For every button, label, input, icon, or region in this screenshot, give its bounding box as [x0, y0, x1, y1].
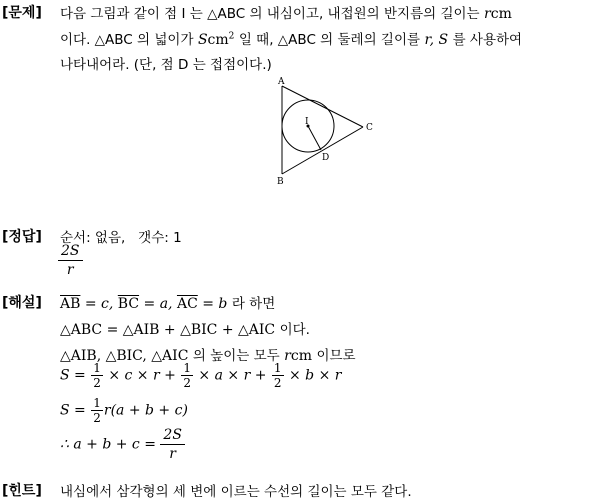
label-a: A	[278, 77, 285, 87]
side-bc	[282, 127, 363, 174]
answer-tag: [정답]	[2, 229, 42, 245]
problem-line-2	[60, 28, 522, 48]
problem-line-1	[60, 2, 512, 22]
half-fraction-1	[91, 362, 103, 389]
hint-text: 내심에서 삼각형의 세 변에 이르는 수선의 길이는 모두 같다.	[60, 484, 412, 500]
height-unit: cm	[290, 348, 312, 364]
explanation-line-1-tail: 라 하면	[231, 296, 276, 312]
explanation-line-3-mid: 의 높이는 모두	[192, 348, 280, 364]
answer-denominator: r	[66, 261, 74, 278]
segment-bc: $\overline{BC}$	[117, 296, 140, 312]
segment-ab: $\overline{AB}$	[60, 296, 81, 312]
perimeter-numerator: 2S	[160, 428, 185, 445]
label-i: I	[305, 117, 309, 127]
term-c: × c × r +	[108, 367, 176, 384]
problem-tag: [문제]	[2, 5, 42, 21]
segment-bc-eq: = a,	[143, 296, 173, 312]
perimeter-fraction	[160, 428, 185, 461]
perimeter-eq: ∴ a + b + c =	[60, 436, 156, 453]
radius-unit: cm	[490, 6, 512, 22]
half-num-4: 1	[93, 396, 101, 410]
term-b: × b × r	[288, 367, 342, 384]
label-b: B	[277, 177, 284, 186]
answer-numerator: 2S	[58, 244, 83, 261]
radius-variable: r	[484, 6, 491, 22]
area-unit: cm	[207, 32, 229, 48]
factored-term: r(a + b + c)	[103, 402, 188, 419]
half-num-2: 1	[183, 361, 191, 375]
half-fraction-2	[181, 362, 193, 389]
s-variable: S	[438, 32, 449, 48]
half-fraction-4	[91, 397, 103, 424]
area-s-eq: S =	[60, 367, 86, 384]
hint-tag: [힌트]	[2, 483, 42, 499]
area-s-eq-2: S =	[60, 402, 86, 419]
problem-line-2-mid: 일 때, △ABC 의 둘레의 길이를	[238, 32, 421, 48]
answer-fraction	[58, 244, 83, 277]
area-sum-equation: △ABC = △AIB + △BIC + △AIC	[60, 322, 276, 338]
half-num-3: 1	[273, 361, 282, 375]
radius-segment-id	[308, 126, 321, 150]
half-den-4: 2	[93, 411, 101, 425]
side-ac	[282, 86, 363, 127]
label-d: D	[322, 153, 330, 163]
label-c: C	[366, 123, 373, 133]
problem-line-1-text: 다음 그림과 같이 점 I 는 △ABC 의 내심이고, 내접원의 반지름의 길이는	[60, 6, 480, 22]
area-exponent: 2	[228, 31, 235, 42]
triangle-figure	[268, 74, 380, 186]
half-fraction-3	[272, 362, 284, 389]
problem-line-2-tail: 를 사용하여	[452, 32, 523, 48]
explanation-line-6	[60, 428, 185, 461]
explanation-line-1	[60, 292, 275, 312]
half-den-3: 2	[273, 376, 282, 390]
perimeter-denominator: r	[169, 445, 176, 462]
segment-ac-eq: = b	[202, 296, 228, 312]
explanation-line-3	[60, 344, 356, 364]
segment-ab-eq: = c,	[84, 296, 114, 312]
explanation-line-5	[60, 397, 188, 424]
explanation-line-2	[60, 318, 310, 338]
area-variable: S	[197, 32, 208, 48]
explanation-line-4	[60, 362, 341, 389]
explanation-line-3-tail: 이므로	[316, 348, 356, 364]
answer-count: 갯수: 1	[138, 230, 182, 246]
height-variable: r	[284, 348, 291, 364]
half-den-1: 2	[93, 376, 101, 390]
explanation-line-2-tail: 이다.	[279, 322, 310, 338]
explanation-tag: [해설]	[2, 295, 42, 311]
segment-ac: $\overline{AC}$	[176, 296, 198, 312]
problem-line-2-text: 이다. △ABC 의 넓이가	[60, 32, 194, 48]
problem-line-3: 나타내어라. (단, 점 D 는 접점이다.)	[60, 57, 272, 73]
answer-order: 순서: 없음,	[60, 230, 126, 246]
sub-triangles: △AIB, △BIC, △AIC	[60, 348, 189, 364]
half-num-1: 1	[93, 361, 101, 375]
term-a: × a × r +	[198, 367, 267, 384]
r-variable: r,	[424, 32, 435, 48]
half-den-2: 2	[183, 376, 191, 390]
